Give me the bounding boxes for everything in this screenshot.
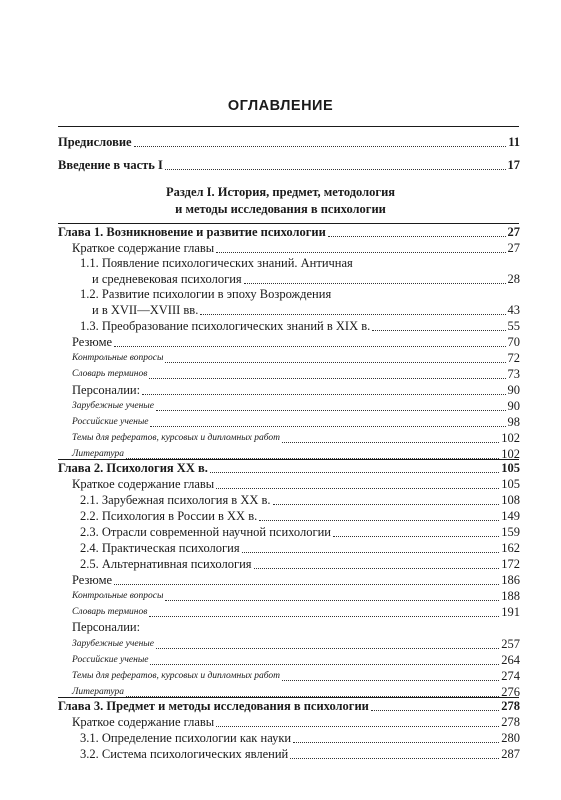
toc-entry-resume[interactable]: Резюме 70 [72,335,520,349]
toc-entry-persons[interactable]: Персоналии: [72,620,141,634]
toc-entry-2-3[interactable]: 2.3. Отрасли современной научной психологии 159 [80,525,520,539]
toc-entry-preface[interactable]: Предисловие 11 [58,135,520,149]
toc-entry-chapter-2[interactable]: Глава 2. Психология XX в. 105 [58,461,520,475]
toc-entry-2-4[interactable]: 2.4. Практическая психология 162 [80,541,520,555]
toc-entry-russian-scientists[interactable]: Российские ученые 98 [72,415,520,429]
toc-entry-chapter-3[interactable]: Глава 3. Предмет и методы исследования в психологии 278 [58,699,520,713]
toc-entry-questions[interactable]: Контрольные вопросы 188 [72,589,520,603]
toc-entry-introduction[interactable]: Введение в часть I 17 [58,158,520,172]
toc-entry-foreign-scientists[interactable]: Зарубежные ученые 257 [72,637,520,651]
toc-entry-topics[interactable]: Темы для рефератов, курсовых и дипломных работ 274 [72,669,520,683]
toc-entry-glossary[interactable]: Словарь терминов 191 [72,605,520,619]
toc-entry-3-2[interactable]: 3.2. Система психологических явлений 287 [80,747,520,761]
toc-entry-2-2[interactable]: 2.2. Психология в России в XX в. 149 [80,509,520,523]
toc-entry-1-2[interactable]: и в XVII—XVIII вв. 43 [92,303,520,317]
toc-entry-1-1-line1[interactable]: 1.1. Появление психологических знаний. Античная [80,256,353,270]
toc-entry-foreign-scientists[interactable]: Зарубежные ученые 90 [72,399,520,413]
top-rule [58,126,519,127]
toc-entry-1-1[interactable]: и средневековая психология 28 [92,272,520,286]
toc-entry-summary[interactable]: Краткое содержание главы 278 [72,715,520,729]
toc-entry-topics[interactable]: Темы для рефератов, курсовых и дипломных работ 102 [72,431,520,445]
toc-entry-1-2-line1[interactable]: 1.2. Развитие психологии в эпоху Возрождения [80,287,332,301]
toc-entry-russian-scientists[interactable]: Российские ученые 264 [72,653,520,667]
toc-entry-chapter-1[interactable]: Глава 1. Возникновение и развитие психологии 27 [58,225,520,239]
toc-entry-summary[interactable]: Краткое содержание главы 105 [72,477,520,491]
toc-entry-3-1[interactable]: 3.1. Определение психологии как науки 280 [80,731,520,745]
toc-entry-literature[interactable]: Литература 276 [72,685,520,699]
toc-entry-literature[interactable]: Литература 102 [72,447,520,461]
toc-entry-2-5[interactable]: 2.5. Альтернативная психология 172 [80,557,520,571]
page-title: ОГЛАВЛЕНИЕ [227,98,334,114]
toc-entry-1-3[interactable]: 1.3. Преобразование психологических знаний в XIX в. 55 [80,319,520,333]
toc-entry-2-1[interactable]: 2.1. Зарубежная психология в XX в. 108 [80,493,520,507]
section-heading: Раздел I. История, предмет, методология и методы исследования в психологии [165,185,396,216]
toc-entry-summary[interactable]: Краткое содержание главы 27 [72,241,520,255]
toc-entry-resume[interactable]: Резюме 186 [72,573,520,587]
toc-entry-questions[interactable]: Контрольные вопросы 72 [72,351,520,365]
toc-entry-glossary[interactable]: Словарь терминов 73 [72,367,520,381]
toc-entry-persons[interactable]: Персоналии: 90 [72,383,520,397]
